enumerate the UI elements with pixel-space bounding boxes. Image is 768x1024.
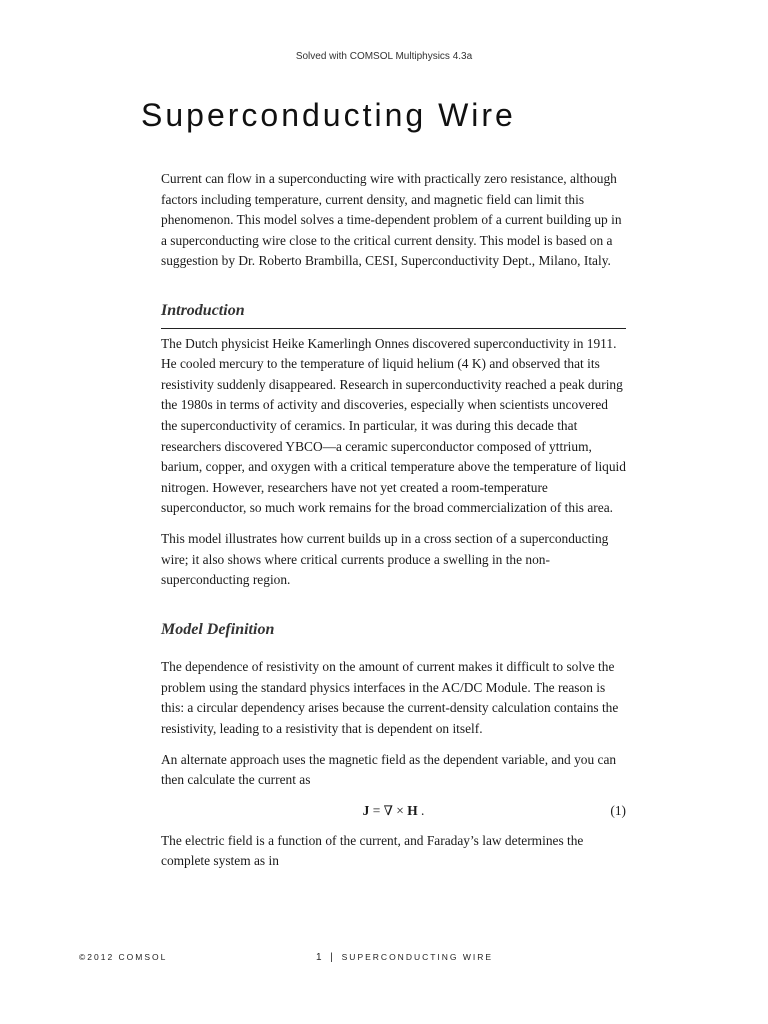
footer-copyright: ©2012 COMSOL xyxy=(79,952,168,962)
equation-trail: . xyxy=(417,802,425,818)
equation-1 xyxy=(161,801,626,823)
model-definition-paragraph-3: The electric field is a function of the current, and Faraday’s law determines the complete system as in xyxy=(161,832,584,869)
footer-running-title: SUPERCONDUCTING WIRE xyxy=(341,952,494,962)
equation-rhs: H xyxy=(407,802,418,818)
equation-body xyxy=(161,801,626,822)
introduction-paragraph-2: This model illustrates how current builds up in a cross section of a superconducting wire; it also shows where critical currents produce a swelling in the non-superconducting region. xyxy=(161,530,609,588)
equation-operator: = ∇ × xyxy=(369,802,408,818)
section-heading-model-definition: Model Definition xyxy=(161,620,275,638)
model-definition-paragraph-2: An alternate approach uses the magnetic field as the dependent variable, and you can then calculate the current as xyxy=(161,751,617,788)
page-title: Superconducting Wire xyxy=(141,97,516,133)
footer-running-head xyxy=(316,952,493,963)
intro-paragraph: Current can flow in a superconducting wire with practically zero resistance, although factors including temperature, current density, and magnetic field can limit this phenomenon. This model solves a time-dependent problem of a current building up in a superconducting wire close to the critical current density. This model is based on a suggestion by Dr. Roberto Brambilla, CESI, Superconductivity Dept., Milano, Italy. xyxy=(161,171,622,269)
introduction-paragraph-1: The Dutch physicist Heike Kamerlingh Onnes discovered superconductivity in 1911. He cooled mercury to the temperature of liquid helium (4 K) and observed that its resistivity suddenly disappeared. Research in superconductivity reached a peak during the 1980s in terms of activity and discoveries, especially when scientists uncovered the superconductivity of ceramics. In particular, it was during this decade that researchers discovered YBCO—a ceramic superconductor composed of yttrium, barium, copper, and oxygen with a critical temperature above the temperature of liquid nitrogen. However, researchers have not yet created a room-temperature superconductor, so much work remains for the broad commercialization of this area. xyxy=(161,335,626,516)
footer-page-number: 1 xyxy=(316,952,322,963)
page-header: Solved with COMSOL Multiphysics 4.3a xyxy=(295,51,473,62)
equation-number: (1) xyxy=(610,802,626,818)
footer-separator: | xyxy=(330,952,333,963)
document-body xyxy=(161,169,626,872)
model-definition-paragraph-1: The dependence of resistivity on the amount of current makes it difficult to solve the problem using the standard physics interfaces in the AC/DC Module. The reason is this: a circular dependency arises because the current-density calculation contains the resistivity, leading to a resistivity that is dependent on itself. xyxy=(161,659,619,737)
section-heading-introduction: Introduction xyxy=(161,301,626,329)
equation-lhs: J xyxy=(362,802,370,818)
